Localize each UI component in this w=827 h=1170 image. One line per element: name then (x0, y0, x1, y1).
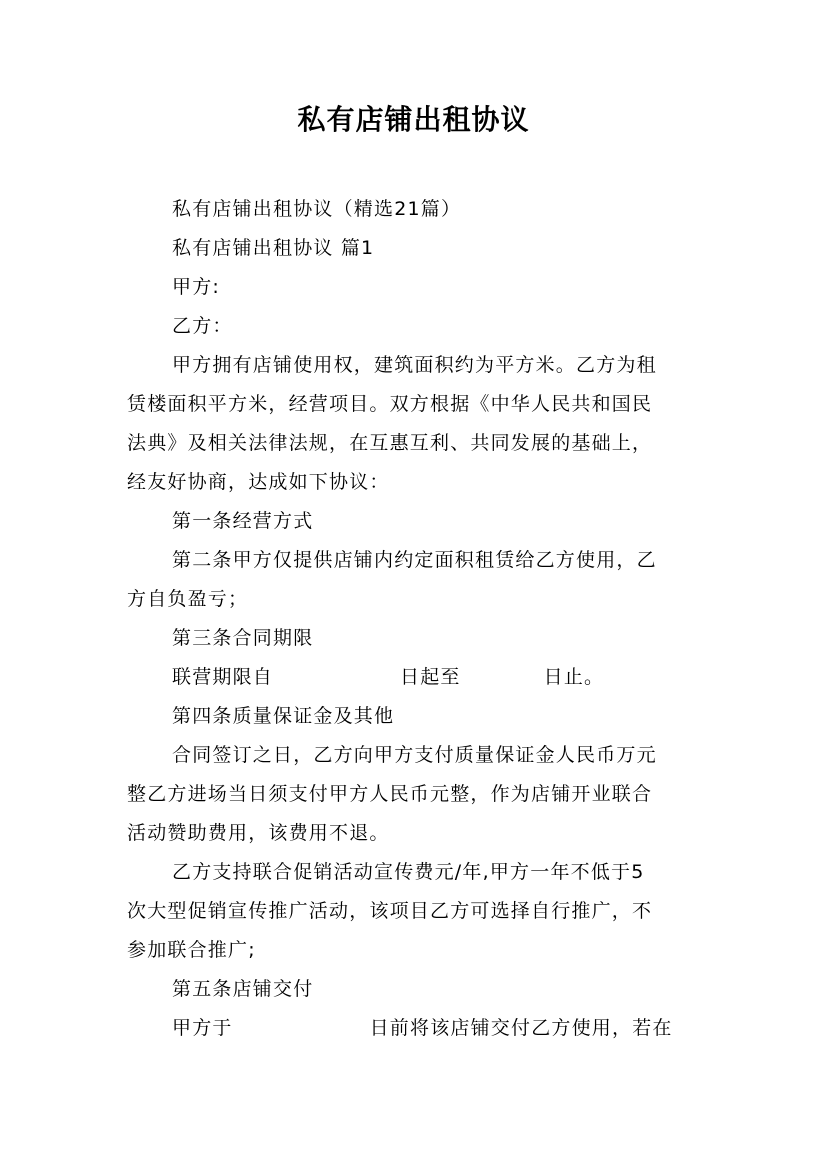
clause-heading: 第三条合同期限 (172, 627, 314, 649)
paragraph-line: 法典》及相关法律法规，在互惠互利、共同发展的基础上， (127, 432, 653, 454)
paragraph-line: 方自负盈亏； (127, 588, 249, 610)
term-end-suffix: 日止。 (543, 666, 605, 688)
paragraph-line: 次大型促销宣传推广活动，该项目乙方可选择自行推广，不 (127, 900, 653, 922)
paragraph-line: 乙方支持联合促销活动宣传费元/年,甲方一年不低于5 (172, 861, 645, 883)
paragraph-line: 甲方拥有店铺使用权，建筑面积约为平方米。乙方为租 (172, 354, 657, 376)
paragraph-line: 第二条甲方仅提供店铺内约定面积租赁给乙方使用，乙 (172, 549, 657, 571)
party-a-line: 甲方: (172, 276, 221, 298)
clause-heading: 第五条店铺交付 (172, 978, 314, 1000)
paragraph-line: 参加联合推广; (127, 939, 256, 961)
paragraph-line: 活动赞助费用，该费用不退。 (127, 822, 390, 844)
clause-heading: 第一条经营方式 (172, 510, 314, 532)
paragraph-line: 赁楼面积平方米，经营项目。双方根据《中华人民共和国民 (127, 393, 653, 415)
paragraph-line: 经友好协商，达成如下协议： (127, 471, 390, 493)
party-b-line: 乙方： (172, 315, 233, 337)
term-end-label: 日起至 (400, 666, 461, 688)
delivery-label: 甲方于 (172, 1017, 233, 1039)
term-line (127, 658, 703, 697)
document-title: 私有店铺出租协议 (297, 103, 530, 136)
article-heading: 私有店铺出租协议 篇1 (172, 237, 375, 259)
document-body (127, 190, 703, 1048)
delivery-text: 日前将该店铺交付乙方使用，若在 (369, 1017, 673, 1039)
clause-heading: 第四条质量保证金及其他 (172, 705, 395, 727)
paragraph-line: 整乙方进场当日须支付甲方人民币元整，作为店铺开业联合 (127, 783, 653, 805)
collection-heading: 私有店铺出租协议（精选21篇） (172, 198, 462, 220)
paragraph-line: 合同签订之日，乙方向甲方支付质量保证金人民币万元 (172, 744, 657, 766)
term-start-label: 联营期限自 (172, 666, 274, 688)
delivery-line (127, 1009, 703, 1048)
